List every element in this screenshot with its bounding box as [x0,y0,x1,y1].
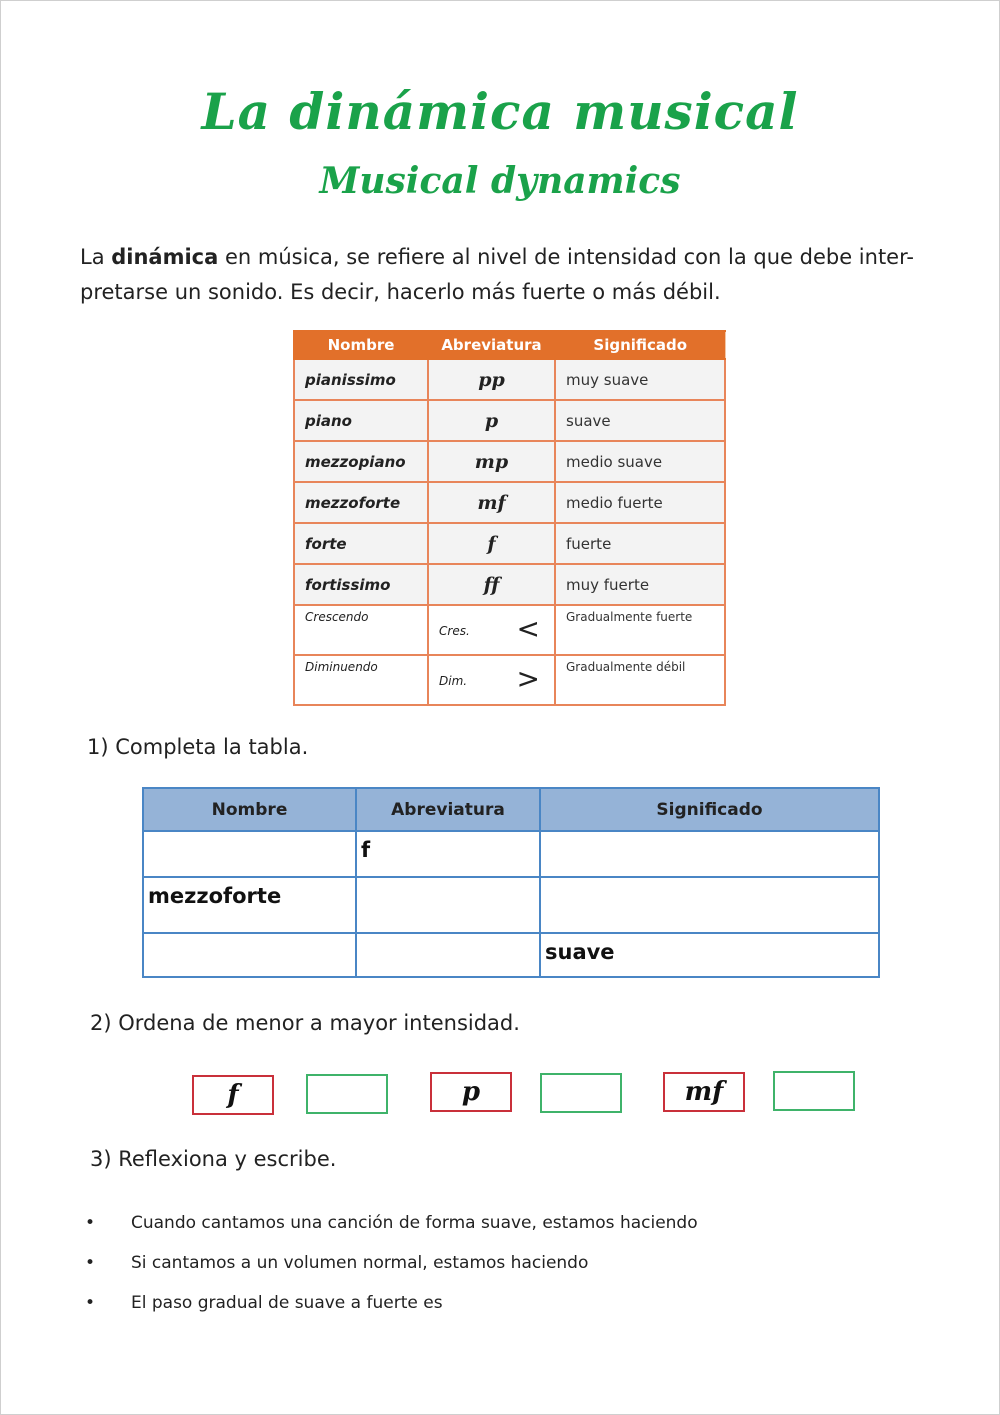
intro-prefix: La [80,245,112,269]
ref-cell-abbr: mf [428,482,555,523]
ref-cell-meaning: suave [555,400,725,441]
list-item-text: El paso gradual de suave a fuerte es [131,1293,443,1313]
fill-header-significado: Significado [540,788,879,831]
ref-cell-meaning: Gradualmente débil [555,655,725,705]
bullet-icon: • [85,1213,96,1233]
fill-row [143,831,879,877]
ref-cell-meaning: Gradualmente fuerte [555,605,725,655]
fill-cell-name[interactable] [143,933,356,977]
intro-paragraph [80,240,920,310]
order-box-given: f [192,1075,274,1115]
ref-cell-abbr [428,605,555,655]
ref-row-diminuendo [294,655,725,705]
ref-cell-name: mezzopiano [294,441,428,482]
ref-header-significado: Significado [555,331,725,359]
question-1: 1) Completa la tabla. [87,735,309,759]
ref-cell-abbr: mp [428,441,555,482]
page-subtitle: Musical dynamics [319,160,681,202]
fill-table [142,787,880,978]
list-item [80,1283,698,1323]
ref-header-nombre: Nombre [294,331,428,359]
ref-abbr-text: Cres. [439,624,470,638]
ref-cell-name: piano [294,400,428,441]
page-title: La dinámica musical [201,82,799,141]
intro-bold-term: dinámica [111,245,219,269]
ref-cell-name: pianissimo [294,359,428,400]
list-item [80,1243,698,1283]
ref-cell-abbr: p [428,400,555,441]
order-box-answer[interactable] [306,1074,388,1114]
ref-row-crescendo [294,605,725,655]
order-box-given: mf [663,1072,745,1112]
ref-cell-name: mezzoforte [294,482,428,523]
fill-cell-abbr[interactable] [356,933,540,977]
ref-cell-abbr [428,655,555,705]
fill-row [143,877,879,933]
ref-row [294,400,725,441]
reflection-list [80,1203,698,1323]
fill-cell-name[interactable]: mezzoforte [143,877,356,933]
fill-cell-meaning[interactable]: suave [540,933,879,977]
order-box-answer[interactable] [540,1073,622,1113]
ref-row [294,482,725,523]
list-item-text: Si cantamos a un volumen normal, estamos haciendo [131,1253,589,1273]
intro-line1-rest: en música, se refiere al nivel de intensidad con la que debe inter- [218,245,914,269]
ref-row [294,564,725,605]
ref-row [294,359,725,400]
fill-cell-abbr[interactable]: f [356,831,540,877]
fill-header-nombre: Nombre [143,788,356,831]
question-3: 3) Reflexiona y escribe. [90,1147,337,1171]
ref-cell-abbr: ff [428,564,555,605]
fill-cell-meaning[interactable] [540,831,879,877]
ref-row [294,523,725,564]
bullet-icon: • [85,1253,96,1273]
diminuendo-hairpin-icon: > [516,662,540,695]
ref-header-abreviatura: Abreviatura [428,331,555,359]
ref-cell-meaning: fuerte [555,523,725,564]
fill-cell-abbr[interactable] [356,877,540,933]
ref-cell-name: fortissimo [294,564,428,605]
intro-line2: pretarse un sonido. Es decir, hacerlo más fuerte o más débil. [80,280,721,304]
ref-cell-abbr: f [428,523,555,564]
ref-cell-abbr: pp [428,359,555,400]
bullet-icon: • [85,1293,96,1313]
fill-cell-meaning[interactable] [540,877,879,933]
ref-row [294,441,725,482]
fill-row [143,933,879,977]
fill-header-abreviatura: Abreviatura [356,788,540,831]
list-item-text: Cuando cantamos una canción de forma suave, estamos haciendo [131,1213,698,1233]
fill-cell-name[interactable] [143,831,356,877]
order-box-answer[interactable] [773,1071,855,1111]
crescendo-hairpin-icon: < [516,612,540,645]
question-2: 2) Ordena de menor a mayor intensidad. [90,1011,520,1035]
ref-cell-meaning: muy suave [555,359,725,400]
ref-cell-meaning: medio suave [555,441,725,482]
reference-table [293,330,726,706]
ref-abbr-text: Dim. [439,674,468,688]
order-box-given: p [430,1072,512,1112]
ref-cell-name: Crescendo [294,605,428,655]
ref-cell-meaning: medio fuerte [555,482,725,523]
ref-cell-name: Diminuendo [294,655,428,705]
ref-cell-name: forte [294,523,428,564]
list-item [80,1203,698,1243]
ref-cell-meaning: muy fuerte [555,564,725,605]
